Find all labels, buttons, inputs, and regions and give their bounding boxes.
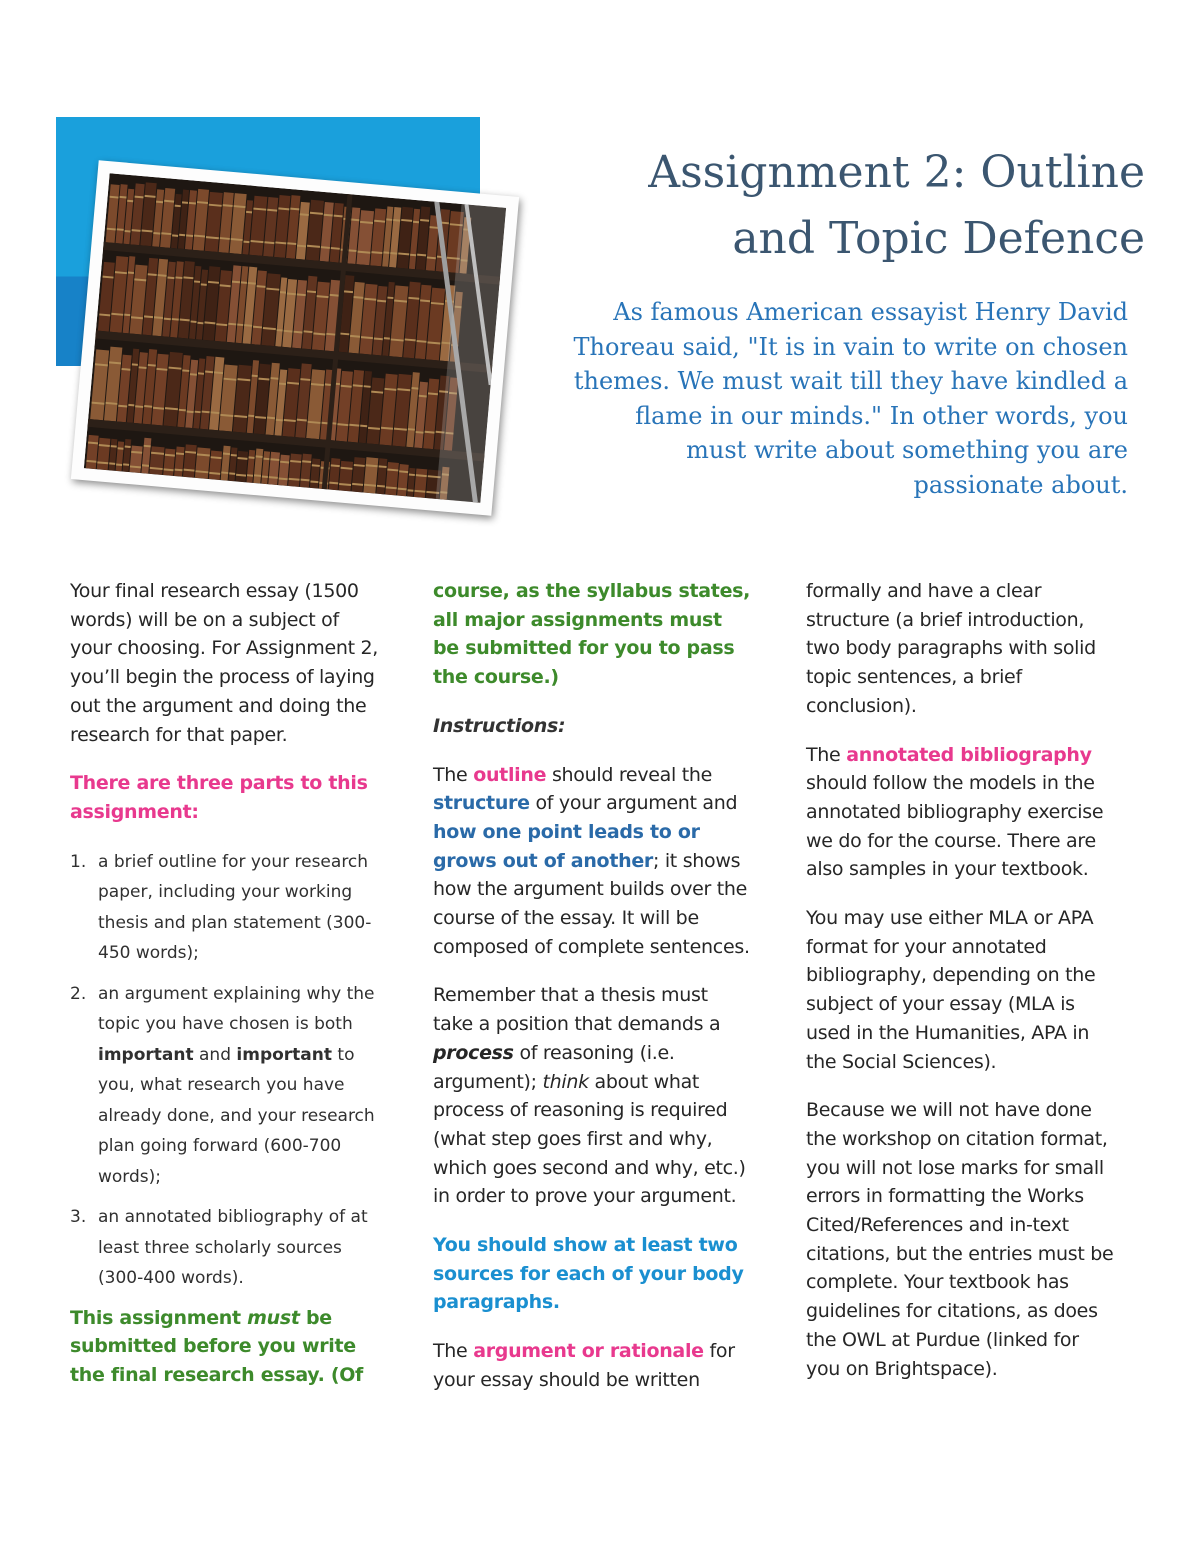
- argument-paragraph: The argument or rationale for your essay should be written: [433, 1340, 735, 1391]
- thoreau-quote: As famous American essayist Henry David Thoreau said, "It is in vain to write on chosen themes. We must wait till they have kindled a flame in our minds." In other words, you must write about something you are passionate about.: [573, 298, 1128, 499]
- format-paragraph: You may use either MLA or APA format for your annotated bibliography, depending on the subject of your essay (MLA is used in the Humanities, APA in the Social Sciences).: [806, 907, 1096, 1073]
- page-title: Assignment 2: Outline and Topic Defence: [648, 147, 1145, 264]
- citation-paragraph: Because we will not have done the workshop on citation format, you will not lose marks for small errors in formatting the Works Cited/References and in-text citations, but the entries must be complete. Your textbook has guidelines for citations, as does the OWL at Purdue (linked for you on Brightspace).: [806, 1099, 1114, 1380]
- parts-list: [70, 847, 382, 1294]
- column-2: [433, 577, 751, 1415]
- argument-paragraph-continued: formally and have a clear structure (a brief introduction, two body paragraphs with solid topic sentences, a brief conclusion).: [806, 580, 1096, 717]
- column-1: [70, 577, 382, 1410]
- column-3: [806, 577, 1118, 1403]
- annotated-bibliography-paragraph: The annotated bibliography should follow the models in the annotated bibliography exercise we do for the course. There are also samples in your textbook.: [806, 743, 1104, 881]
- library-bookshelf-photo: [71, 160, 519, 516]
- parts-heading: There are three parts to this assignment:: [70, 772, 368, 823]
- must-submit-note: This assignment must be submitted before you write the final research essay. (Of: [70, 1306, 364, 1387]
- list-item: 1. a brief outline for your research paper, including your working thesis and plan statement (300-450 words);: [70, 851, 372, 964]
- list-item: 2. an argument explaining why the topic you have chosen is both important and important to you, what research you have already done, and your research plan going forward (600-700 words);: [70, 983, 375, 1187]
- outline-paragraph: The outline should reveal the structure of your argument and how one point leads to or grows out of another; it shows how the argument builds over the course of the essay. It will be composed of complete sentences.: [433, 763, 750, 958]
- sources-note: You should show at least two sources for each of your body paragraphs.: [433, 1234, 744, 1314]
- intro-paragraph: Your final research essay (1500 words) will be on a subject of your choosing. For Assignment 2, you’ll begin the process of laying out the argument and doing the research for that paper.: [70, 580, 379, 746]
- must-submit-note-continued: course, as the syllabus states, all major assignments must be submitted for you to pass the course.): [433, 580, 751, 689]
- thesis-paragraph: Remember that a thesis must take a position that demands a process of reasoning (i.e. argument); think about what process of reasoning is required (what step goes first and why, which goes second and why, etc.) in order to prove your argument.: [433, 984, 746, 1208]
- list-item: 3. an annotated bibliography of at least three scholarly sources (300-400 words).: [70, 1207, 368, 1289]
- bookshelf-image: [84, 173, 506, 503]
- instructions-heading: Instructions:: [433, 714, 566, 737]
